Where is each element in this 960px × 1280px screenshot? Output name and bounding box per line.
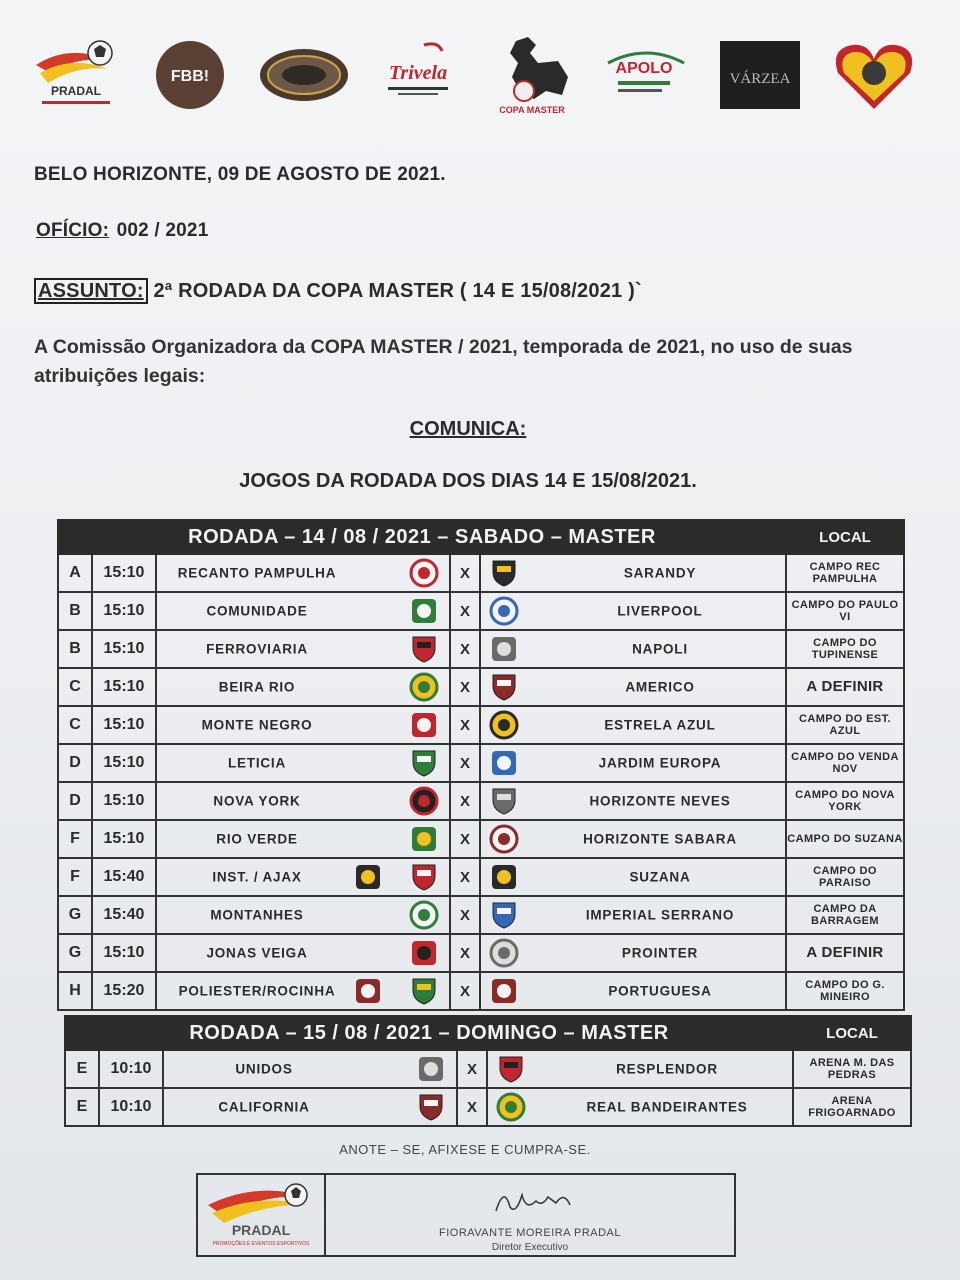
away-team-cell (480, 744, 786, 782)
away-team-name: AMERICO (625, 679, 695, 695)
away-team-name: RESPLENDOR (616, 1061, 718, 1077)
away-team-name: PROINTER (621, 945, 699, 961)
game-location: CAMPO DO EST. AZUL (786, 706, 904, 744)
game-time: 15:10 (92, 744, 156, 782)
versus-mark: X (450, 972, 480, 1010)
game-location: CAMPO DO TUPINENSE (786, 630, 904, 668)
home-team-cell (156, 554, 450, 592)
team-crest-icon (409, 786, 439, 816)
team-crest-icon (409, 748, 439, 778)
footer-logo-text: PRADAL (231, 1222, 291, 1238)
team-crest-icon (489, 710, 519, 740)
footer-pradal-logo (198, 1175, 326, 1255)
away-team-name: REAL BANDEIRANTES (586, 1099, 748, 1115)
team-crest-icon (489, 672, 519, 702)
away-team-name: NAPOLI (632, 641, 688, 657)
game-group: E (65, 1088, 99, 1126)
oficio-line (34, 220, 208, 242)
home-team-name: RECANTO PAMPULHA (177, 565, 337, 581)
anote-line: ANOTE – SE, AFIXESE E CUMPRA-SE. (339, 1142, 591, 1157)
game-row (58, 858, 904, 896)
team-crest-icon (416, 1092, 446, 1122)
game-row (58, 972, 904, 1010)
away-team-name: JARDIM EUROPA (598, 755, 722, 771)
team-crest-icon (489, 634, 519, 664)
away-team-name: IMPERIAL SERRANO (585, 907, 735, 923)
home-team-name: CALIFORNIA (218, 1099, 310, 1115)
team-crest-icon (489, 938, 519, 968)
game-time: 10:10 (99, 1050, 163, 1088)
versus-mark: X (450, 630, 480, 668)
game-row (58, 934, 904, 972)
game-location: A DEFINIR (786, 934, 904, 972)
versus-mark: X (450, 782, 480, 820)
versus-mark: X (450, 554, 480, 592)
trivela-logo (372, 33, 464, 117)
assunto-value: 2ª RODADA DA COPA MASTER ( 14 E 15/08/2021 )` (147, 280, 642, 302)
home-team-name: RIO VERDE (216, 831, 298, 847)
home-team-name: NOVA YORK (213, 793, 301, 809)
fbb-logo (144, 33, 236, 117)
sunday-local-label: LOCAL (793, 1016, 911, 1050)
versus-mark: X (450, 820, 480, 858)
home-team-name: POLIESTER/ROCINHA (178, 983, 336, 999)
game-location: CAMPO DO NOVA YORK (786, 782, 904, 820)
copa-master-logo-text: COPA MASTER (499, 105, 565, 115)
game-row (58, 592, 904, 630)
team-crest-icon (409, 710, 439, 740)
trivela-logo-text: Trivela (388, 62, 448, 84)
game-row (65, 1088, 911, 1126)
game-group: E (65, 1050, 99, 1088)
home-team-cell (156, 668, 450, 706)
pradal-logo-text: PRADAL (51, 84, 101, 98)
game-row (58, 554, 904, 592)
game-row (58, 744, 904, 782)
game-location: CAMPO DA BARRAGEM (786, 896, 904, 934)
game-location: CAMPO DO SUZANA (786, 820, 904, 858)
game-group: B (58, 592, 92, 630)
oval-badge-logo (258, 33, 350, 117)
home-team-cell (156, 896, 450, 934)
home-team-name: INST. / AJAX (212, 869, 302, 885)
away-team-cell (480, 972, 786, 1010)
game-location: CAMPO DO PARAISO (786, 858, 904, 896)
versus-mark: X (450, 934, 480, 972)
pradal-logo (30, 33, 122, 117)
home-team-cell (156, 934, 450, 972)
game-time: 15:10 (92, 554, 156, 592)
away-team-name: SARANDY (623, 565, 697, 581)
away-team-cell (480, 706, 786, 744)
away-team-cell (480, 934, 786, 972)
sunday-table-header (65, 1016, 911, 1050)
date-line: BELO HORIZONTE, 09 DE AGOSTO DE 2021. (34, 164, 446, 185)
comunica-heading: COMUNICA: (409, 418, 527, 440)
team-crest-icon (409, 976, 439, 1006)
sunday-games-table (64, 1015, 912, 1127)
varzea-logo-text: VÁRZEA (729, 71, 791, 87)
team-crest-icon (489, 748, 519, 778)
team-crest-icon (409, 938, 439, 968)
game-row (58, 668, 904, 706)
jogos-title: JOGOS DA RODADA DOS DIAS 14 E 15/08/2021. (239, 470, 697, 492)
game-group: F (58, 858, 92, 896)
versus-mark: X (450, 706, 480, 744)
away-team-cell (480, 858, 786, 896)
game-time: 15:10 (92, 592, 156, 630)
game-time: 15:20 (92, 972, 156, 1010)
game-group: F (58, 820, 92, 858)
saturday-title: RODADA – 14 / 08 / 2021 – SABADO – MASTER (58, 520, 786, 554)
copa-master-logo (486, 33, 578, 117)
team-crest-icon (489, 900, 519, 930)
home-team-cell (156, 820, 450, 858)
away-team-cell (480, 782, 786, 820)
versus-mark: X (457, 1088, 487, 1126)
away-team-cell (480, 554, 786, 592)
away-team-cell (480, 592, 786, 630)
team-crest-icon (409, 634, 439, 664)
sunday-title: RODADA – 15 / 08 / 2021 – DOMINGO – MASTER (65, 1016, 793, 1050)
team-crest-icon (489, 976, 519, 1006)
game-time: 10:10 (99, 1088, 163, 1126)
game-group: C (58, 706, 92, 744)
game-group: G (58, 896, 92, 934)
team-crest-icon (416, 1054, 446, 1084)
home-team-name: LETICIA (227, 755, 287, 771)
away-team-name: ESTRELA AZUL (604, 717, 716, 733)
away-team-cell (480, 630, 786, 668)
versus-mark: X (450, 668, 480, 706)
game-row (58, 630, 904, 668)
home-team-name: FERROVIARIA (206, 641, 308, 657)
fbb-logo-text: FBB! (170, 68, 210, 85)
game-location: CAMPO DO VENDA NOV (786, 744, 904, 782)
signatory-name: FIORAVANTE MOREIRA PRADAL (438, 1227, 621, 1239)
game-row (58, 706, 904, 744)
team-crest-icon (489, 862, 519, 892)
saturday-table-header (58, 520, 904, 554)
game-time: 15:10 (92, 782, 156, 820)
home-team-name: MONTE NEGRO (201, 717, 313, 733)
game-location: CAMPO DO PAULO VI (786, 592, 904, 630)
signature-scribble (486, 1181, 606, 1221)
game-group: A (58, 554, 92, 592)
away-team-name: HORIZONTE SABARA (583, 831, 737, 847)
team-crest-icon (489, 786, 519, 816)
game-row (58, 896, 904, 934)
away-team-cell (480, 820, 786, 858)
home-team-name: COMUNIDADE (206, 603, 308, 619)
game-group: D (58, 744, 92, 782)
signatory-role: Diretor Executivo (491, 1242, 569, 1253)
away-team-name: HORIZONTE NEVES (589, 793, 731, 809)
away-team-cell (487, 1050, 793, 1088)
team-crest-icon (409, 900, 439, 930)
game-location: ARENA M. DAS PEDRAS (793, 1050, 911, 1088)
signature-box (196, 1173, 736, 1257)
oficio-label: OFÍCIO: (36, 220, 110, 241)
game-row (58, 782, 904, 820)
saturday-rows (58, 554, 904, 1010)
versus-mark: X (450, 592, 480, 630)
apolo-logo (600, 33, 692, 117)
game-location: CAMPO REC PAMPULHA (786, 554, 904, 592)
oficio-value: 002 / 2021 (111, 220, 209, 241)
away-team-name: PORTUGUESA (608, 983, 712, 999)
varzea-logo (714, 33, 806, 117)
versus-mark: X (450, 858, 480, 896)
game-time: 15:40 (92, 896, 156, 934)
team-crest-icon (496, 1092, 526, 1122)
team-crest-icon (353, 976, 383, 1006)
game-time: 15:10 (92, 630, 156, 668)
game-group: C (58, 668, 92, 706)
home-team-cell (156, 782, 450, 820)
home-team-name: MONTANHES (210, 907, 304, 923)
signature-area (326, 1175, 734, 1255)
game-group: B (58, 630, 92, 668)
game-time: 15:10 (92, 934, 156, 972)
assunto-line (34, 280, 642, 303)
sunday-rows (65, 1050, 911, 1126)
versus-mark: X (450, 744, 480, 782)
team-crest-icon (353, 862, 383, 892)
team-crest-icon (409, 862, 439, 892)
versus-mark: X (450, 896, 480, 934)
home-team-cell (156, 744, 450, 782)
team-crest-icon (409, 596, 439, 626)
home-team-cell (156, 630, 450, 668)
sponsor-logos (30, 30, 920, 120)
versus-mark: X (457, 1050, 487, 1088)
game-row (58, 820, 904, 858)
home-team-cell (163, 1088, 457, 1126)
team-crest-icon (489, 596, 519, 626)
away-team-name: SUZANA (629, 869, 691, 885)
game-time: 15:40 (92, 858, 156, 896)
saturday-games-table (57, 519, 905, 1011)
away-team-cell (480, 896, 786, 934)
home-team-cell (163, 1050, 457, 1088)
team-crest-icon (409, 672, 439, 702)
home-team-name: BEIRA RIO (218, 679, 296, 695)
game-location: ARENA FRIGOARNADO (793, 1088, 911, 1126)
footer-logo-sub: PROMOÇÕES E EVENTOS ESPORTIVOS (212, 1241, 310, 1247)
game-row (65, 1050, 911, 1088)
home-team-cell (156, 972, 450, 1010)
game-group: D (58, 782, 92, 820)
game-group: H (58, 972, 92, 1010)
team-crest-icon (489, 558, 519, 588)
game-time: 15:10 (92, 706, 156, 744)
assunto-label: ASSUNTO: (34, 278, 148, 304)
home-team-cell (156, 592, 450, 630)
game-time: 15:10 (92, 668, 156, 706)
away-team-cell (487, 1088, 793, 1126)
home-team-cell (156, 706, 450, 744)
away-team-cell (480, 668, 786, 706)
saturday-local-label: LOCAL (786, 520, 904, 554)
away-team-name: LIVERPOOL (617, 603, 703, 619)
home-team-name: JONAS VEIGA (206, 945, 308, 961)
team-crest-icon (409, 824, 439, 854)
home-team-cell (156, 858, 450, 896)
intro-paragraph: A Comissão Organizadora da COPA MASTER / 2021, temporada de 2021, no uso de suas atribuições legais: (34, 336, 853, 387)
heart-badge-logo (828, 33, 920, 117)
home-team-name: UNIDOS (235, 1061, 293, 1077)
team-crest-icon (496, 1054, 526, 1084)
game-location: A DEFINIR (786, 668, 904, 706)
game-location: CAMPO DO G. MINEIRO (786, 972, 904, 1010)
game-time: 15:10 (92, 820, 156, 858)
apolo-logo-text: APOLO (615, 60, 673, 77)
team-crest-icon (489, 824, 519, 854)
game-group: G (58, 934, 92, 972)
team-crest-icon (409, 558, 439, 588)
